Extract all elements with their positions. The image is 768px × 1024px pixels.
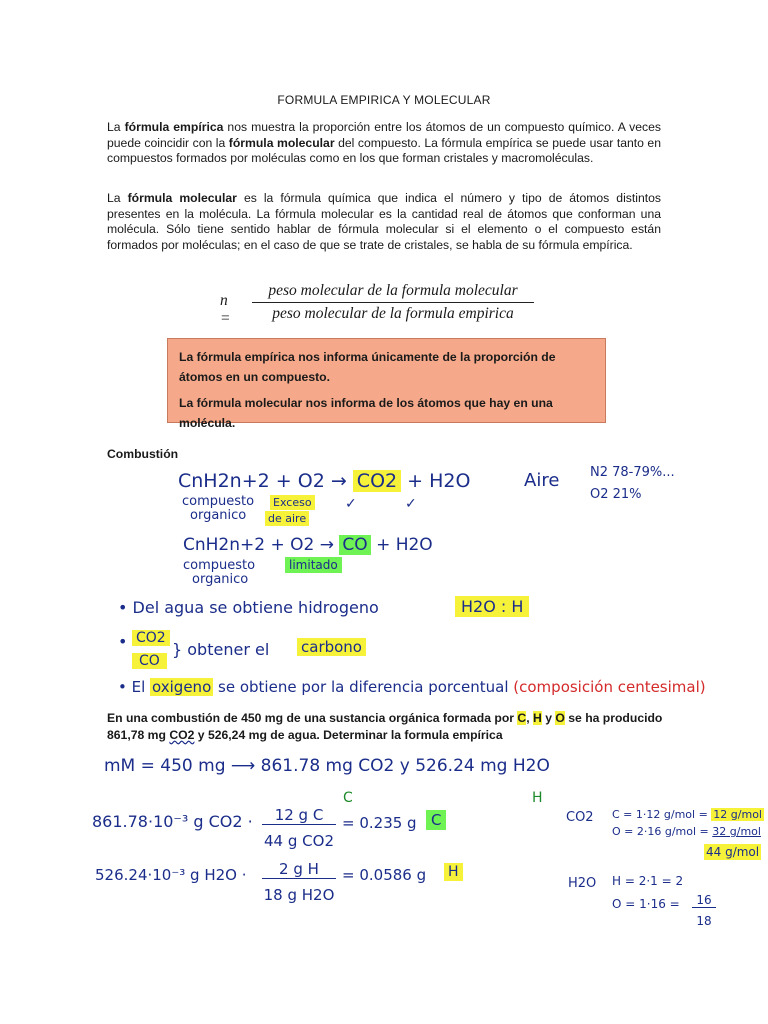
formula-numerator: peso molecular de la formula molecular	[252, 282, 534, 303]
problem-o: O	[555, 711, 565, 725]
info-line-molecular: La fórmula molecular nos informa de los átomos que hay en una molécula.	[179, 396, 553, 430]
bullet3-b: se obtiene por la diferencia porcentual	[218, 678, 509, 696]
eq1-lhs: CnH2n+2 + O2 →	[178, 470, 347, 492]
p1-mid: nos muestra la proporción entre los átomos de un compuesto químico. A veces puede coincidir con la	[107, 120, 661, 150]
side-h2o-label: H2O	[568, 876, 597, 891]
work-mm-line: mM = 450 mg ⟶ 861.78 mg CO2 y 526.24 mg H2O	[104, 756, 550, 776]
check-mark-icon: ✓	[345, 496, 357, 512]
eq2-label-compound: compuesto	[183, 558, 256, 573]
info-box	[167, 338, 606, 430]
bullet-carbon-text: } obtener el	[172, 640, 270, 659]
problem-statement	[107, 710, 667, 744]
formula-denominator: peso molecular de la formula empirica	[272, 305, 514, 322]
combustion-heading: Combustión	[107, 447, 179, 461]
hydrogen-den: 18 g H2O	[263, 886, 335, 904]
eq2-rest: + H2O	[376, 535, 433, 555]
side-co2-label: CO2	[566, 810, 594, 825]
carbon-result-highlight: C	[426, 810, 446, 830]
hydrogen-num: 2 g H	[262, 860, 336, 879]
arrow-c: C	[343, 790, 353, 806]
eq1-label-compound: compuesto	[182, 494, 255, 509]
p1-term: fórmula empírica	[124, 120, 224, 134]
bullet-dot: •	[118, 632, 128, 651]
info-line-empirical: La fórmula empírica nos informa únicamente de la proporción de átomos en un compuesto.	[179, 350, 556, 384]
problem-text-b: se ha producido 861,78 mg	[107, 711, 663, 742]
check-mark-icon: ✓	[405, 496, 417, 512]
bullet-carbon-highlight: carbono	[297, 638, 366, 656]
problem-c: C	[517, 711, 527, 725]
eq1-rest: + H2O	[407, 470, 471, 492]
side-o-text: O = 2·16 g/mol =	[612, 825, 709, 838]
page-title: FORMULA EMPIRICA Y MOLECULAR	[277, 93, 491, 107]
p1-lead: La	[107, 120, 125, 134]
problem-text-a: En una combustión de 450 mg de una sustancia orgánica formada por	[107, 711, 518, 725]
bullet-hydrogen-highlight: H2O : H	[455, 596, 529, 617]
eq2-label-organic: organico	[192, 572, 249, 587]
hydrogen-result: = 0.0586 g	[342, 866, 427, 884]
problem-comma: ,	[526, 711, 533, 725]
bullet-co2: CO2	[132, 630, 170, 646]
hydrogen-result-highlight: H	[444, 863, 463, 881]
side-c-row	[612, 808, 764, 821]
p1-term2: fórmula molecular	[228, 135, 335, 150]
p2-term: fórmula molecular	[127, 191, 237, 205]
air-n2: N2 78-79%...	[590, 465, 675, 480]
side-h-row: H = 2·1 = 2	[612, 874, 684, 888]
eq1-co2: CO2	[353, 470, 401, 492]
problem-h: H	[533, 711, 542, 725]
bullet3-a: • El	[118, 678, 146, 696]
p2-rest: es la fórmula química que indica el número y tipo de átomos distintos presentes en la molécula. La fórmula molecular es la cantidad real de átomos que conforman una molécula. Sólo tiene sentido hablar de fórmula molecular si el elemento o el compuesto están formados por moléculas; en el caso de que se trate de cristales, se habla de su fórmula empírica.	[107, 191, 661, 252]
side-frac-den: 18	[696, 914, 712, 928]
side-o-value: 32 g/mol	[712, 825, 761, 838]
carbon-result: = 0.235 g	[342, 814, 417, 832]
carbon-calc: 861.78·10⁻³ g CO2 ·	[92, 812, 253, 831]
problem-y: y	[541, 711, 556, 725]
eq1-note-excess: Exceso	[270, 495, 315, 510]
problem-co2: CO2	[169, 728, 195, 742]
side-c-text: C = 1·12 g/mol =	[612, 808, 708, 821]
carbon-den: 44 g CO2	[264, 832, 334, 850]
formula-fraction	[252, 282, 534, 323]
carbon-num: 12 g C	[262, 806, 336, 825]
side-o-row	[612, 825, 761, 838]
hydrogen-calc: 526.24·10⁻³ g H2O ·	[95, 866, 247, 884]
eq1-note-air: de aire	[265, 511, 309, 526]
eq2-lhs: CnH2n+2 + O2 →	[183, 535, 334, 555]
side-o2-row: O = 1·16 =	[612, 897, 680, 911]
problem-text-c: y 526,24 mg de agua. Determinar la formula empírica	[194, 728, 503, 742]
paragraph-molecular	[107, 191, 661, 253]
eq2-note-limited: limitado	[285, 557, 342, 573]
bullet-hydrogen: • Del agua se obtiene hidrogeno	[118, 598, 379, 617]
equation-2	[183, 535, 433, 555]
p2-lead: La	[107, 191, 128, 205]
arrow-h: H	[532, 790, 543, 806]
side-c-highlight: 12 g/mol	[713, 808, 762, 821]
eq2-co: CO	[339, 535, 370, 555]
side-frac-num: 16	[692, 893, 716, 908]
bullet-oxygen	[118, 678, 706, 696]
equation-1	[178, 470, 470, 492]
paragraph-empirical	[107, 120, 661, 167]
formula-lhs: n =	[220, 292, 231, 327]
bullet3-red: (composición centesimal)	[513, 678, 706, 696]
p1-rest: del compuesto. La fórmula empírica se puede usar tanto en compuestos formados por moléculas como en los que forman cristales y macromoléculas.	[107, 135, 661, 166]
eq1-label-organic: organico	[190, 508, 247, 523]
side-sum-highlight: 44 g/mol	[706, 845, 760, 859]
air-label: Aire	[524, 470, 560, 491]
bullet-co: CO	[132, 653, 167, 669]
air-o2: O2 21%	[590, 487, 642, 502]
bullet3-oxygen-highlight: oxigeno	[152, 678, 212, 696]
